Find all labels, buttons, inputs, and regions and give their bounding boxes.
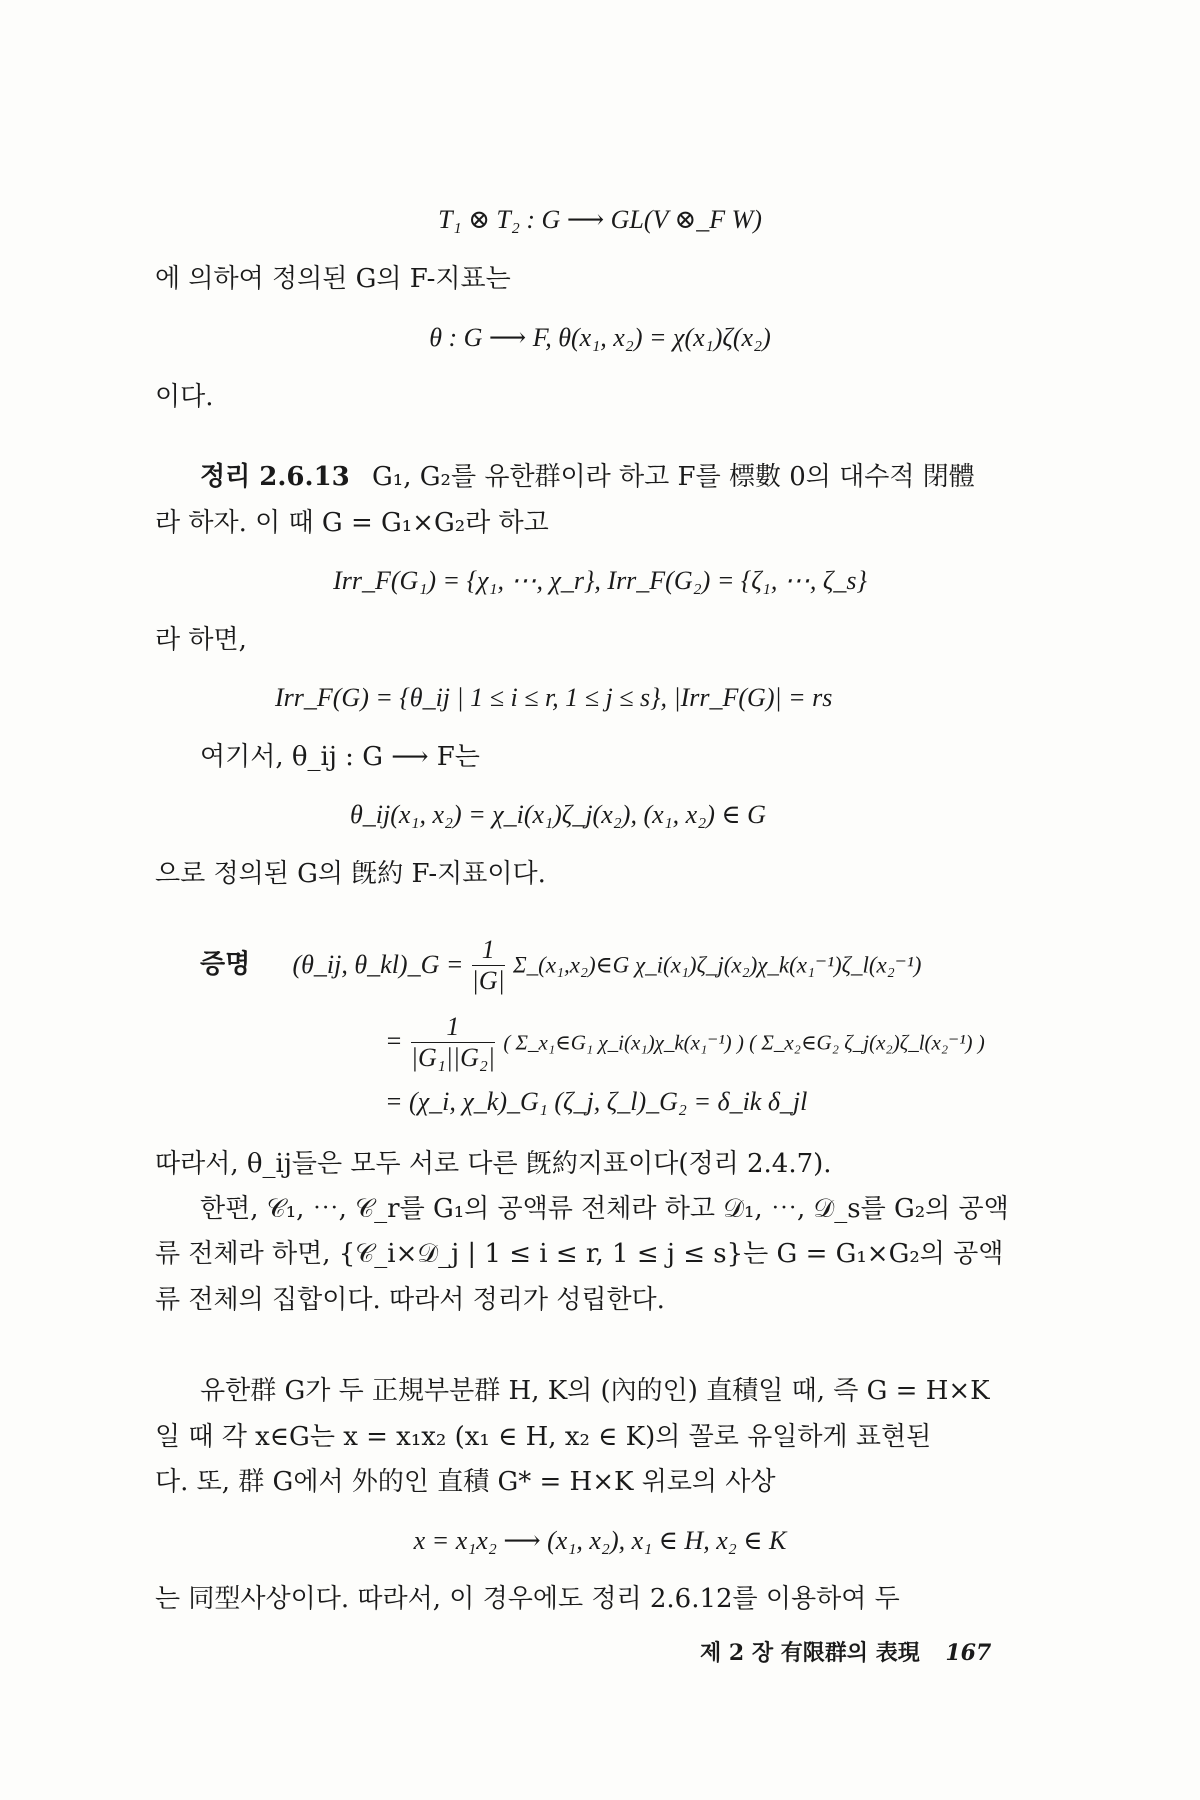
theorem-text: G₁, G₂를 유한群이라 하고 F를 標數 0의 대수적 閉體	[372, 462, 975, 492]
fraction-numerator: 1	[472, 935, 505, 966]
text-line: 으로 정의된 G의 旣約 F-지표이다.	[155, 859, 546, 889]
fraction-denominator: |G|	[471, 966, 505, 995]
fraction-numerator: 1	[411, 1012, 495, 1043]
running-header-chapter: 제 2 장 有限群의 表現	[700, 1640, 920, 1666]
text-line: 따라서, θ_ij들은 모두 서로 다른 旣約지표이다(정리 2.4.7).	[155, 1149, 832, 1179]
proof-lhs: (θ_ij, θ_kl)_G =	[292, 949, 464, 979]
equation-theta-character: θ : G ⟶ F, θ(x₁, x₂) = χ(x₁)ζ(x₂)	[429, 323, 771, 352]
page-footer	[700, 1636, 991, 1667]
proof-rhs: Σ_(x₁,x₂)∈G χ_i(x₁)ζ_j(x₂)χ_k(x₁⁻¹)ζ_l(x₂⁻¹)	[513, 952, 922, 978]
fraction	[411, 1012, 495, 1073]
proof-rhs: ( Σ_x₁∈G₁ χ_i(x₁)χ_k(x₁⁻¹) ) ( Σ_x₂∈G₂ ζ_j(x₂)ζ_l(x₂⁻¹) )	[503, 1030, 985, 1055]
text-line: 여기서, θ_ij : G ⟶ F는	[200, 742, 480, 772]
equation-tensor-representation: T₁ ⊗ T₂ : G ⟶ GL(V ⊗_F W)	[438, 205, 762, 234]
proof-equals: =	[385, 1026, 403, 1056]
fraction-denominator: |G₁||G₂|	[410, 1043, 496, 1072]
equation-irreducible-product: Irr_F(G) = {θ_ij | 1 ≤ i ≤ r, 1 ≤ j ≤ s}, |Irr_F(G)| = rs	[275, 683, 833, 712]
equation-irreducible-sets: Irr_F(G₁) = {χ₁, ⋯, χ_r}, Irr_F(G₂) = {ζ₁, ⋯, ζ_s}	[333, 566, 867, 595]
proof-label: 증명	[200, 949, 251, 980]
text-line: 에 의하여 정의된 G의 F-지표는	[155, 264, 511, 294]
page-number: 167	[945, 1640, 992, 1666]
fraction	[472, 935, 505, 996]
text-line: 유한群 G가 두 正規부분群 H, K의 (內的인) 直積일 때, 즉 G = H×K	[200, 1376, 990, 1406]
theorem-label: 정리 2.6.13	[200, 462, 350, 492]
text-line: 라 하면,	[155, 625, 247, 655]
text-line: 한편, 𝒞₁, ⋯, 𝒞_r를 G₁의 공액류 전체라 하고 𝒟₁, ⋯, 𝒟_s를 G₂의 공액	[200, 1194, 1009, 1224]
text-line: 는 同型사상이다. 따라서, 이 경우에도 정리 2.6.12를 이용하여 두	[155, 1584, 900, 1614]
text-line: 이다.	[155, 382, 214, 412]
proof-line-1	[200, 935, 921, 996]
text-line: 다. 또, 群 G에서 外的인 直積 G* = H×K 위로의 사상	[155, 1467, 776, 1497]
equation-isomorphism-map: x = x₁x₂ ⟶ (x₁, x₂), x₁ ∈ H, x₂ ∈ K	[413, 1526, 787, 1555]
text-line: 류 전체의 집합이다. 따라서 정리가 성립한다.	[155, 1285, 665, 1315]
text-line: 일 때 각 x∈G는 x = x₁x₂ (x₁ ∈ H, x₂ ∈ K)의 꼴로 유일하게 표현된	[155, 1422, 932, 1452]
equation-theta-ij: θ_ij(x₁, x₂) = χ_i(x₁)ζ_j(x₂), (x₁, x₂) ∈ G	[350, 800, 766, 829]
theorem-text-continued: 라 하자. 이 때 G = G₁×G₂라 하고	[155, 508, 549, 538]
proof-line-2	[385, 1012, 985, 1073]
proof-line-3: = (χ_i, χ_k)_G₁ (ζ_j, ζ_l)_G₂ = δ_ik δ_jl	[385, 1087, 808, 1116]
text-line: 류 전체라 하면, {𝒞_i×𝒟_j | 1 ≤ i ≤ r, 1 ≤ j ≤ s}는 G = G₁×G₂의 공액	[155, 1239, 1004, 1269]
theorem-heading	[200, 460, 975, 494]
